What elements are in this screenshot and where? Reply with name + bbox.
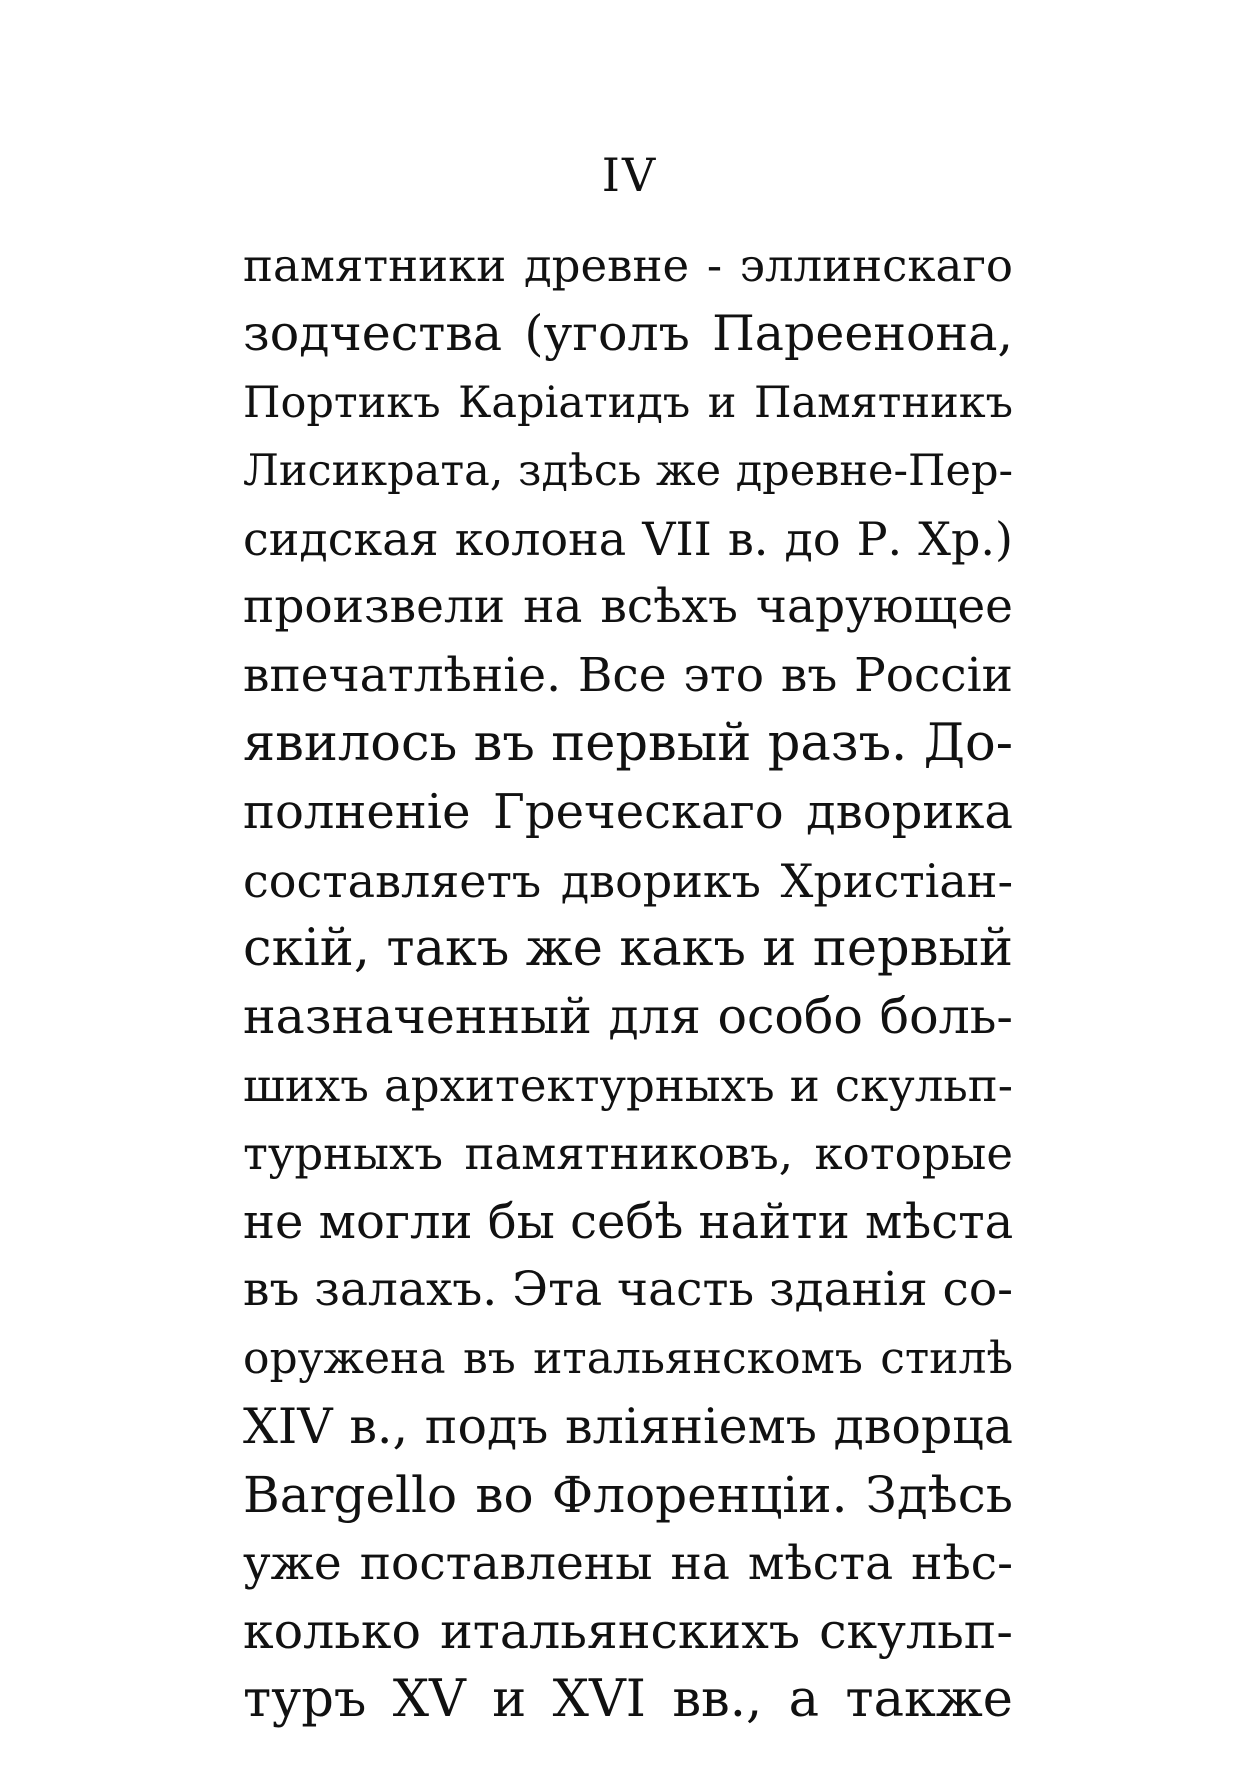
text-line: колько итальянскихъ скульп- [243, 1602, 1013, 1660]
text-line: оружена въ итальянскомъ стилѣ [243, 1332, 1013, 1384]
text-line: туръ XV и XVI вв., а также [243, 1670, 1013, 1730]
text-line: скій, такъ же какъ и первый [243, 918, 1013, 978]
text-line: Bargello во Флоренціи. Здѣсь [243, 1466, 1013, 1525]
text-line: назначенный для особо боль- [243, 988, 1013, 1046]
text-line: уже поставлены на мѣста нѣс- [243, 1535, 1013, 1591]
text-line: сидская колона VII в. до Р. Хр.) [243, 512, 1013, 567]
text-line: Портикъ Каріатидъ и Памятникъ [243, 377, 1013, 428]
body-text [243, 232, 1013, 1735]
text-line: Лисикрата, здѣсь же древне-Пер- [243, 445, 1013, 496]
text-line: шихъ архитектурныхъ и скульп- [243, 1058, 1013, 1112]
text-line: впечатлѣніе. Все это въ Россіи [243, 647, 1013, 703]
text-line: памятники древне - эллинскаго [243, 239, 1013, 292]
text-line: составляетъ дворикъ Христіан- [243, 853, 1013, 908]
text-line: полненіе Греческаго дворика [243, 784, 1013, 841]
text-line: явилось въ первый разъ. До- [243, 714, 1013, 774]
page-number: IV [601, 148, 658, 202]
text-line: произвели на всѣхъ чарующее [243, 579, 1013, 635]
text-line: XIV в., подъ вліяніемъ дворца [243, 1398, 1013, 1456]
text-line: въ залахъ. Эта часть зданія со- [243, 1262, 1013, 1318]
text-line: зодчества (уголъ Пареенона, [243, 305, 1013, 363]
text-line: турныхъ памятниковъ, которые [243, 1126, 1013, 1180]
text-line: не могли бы себѣ найти мѣста [243, 1194, 1013, 1251]
